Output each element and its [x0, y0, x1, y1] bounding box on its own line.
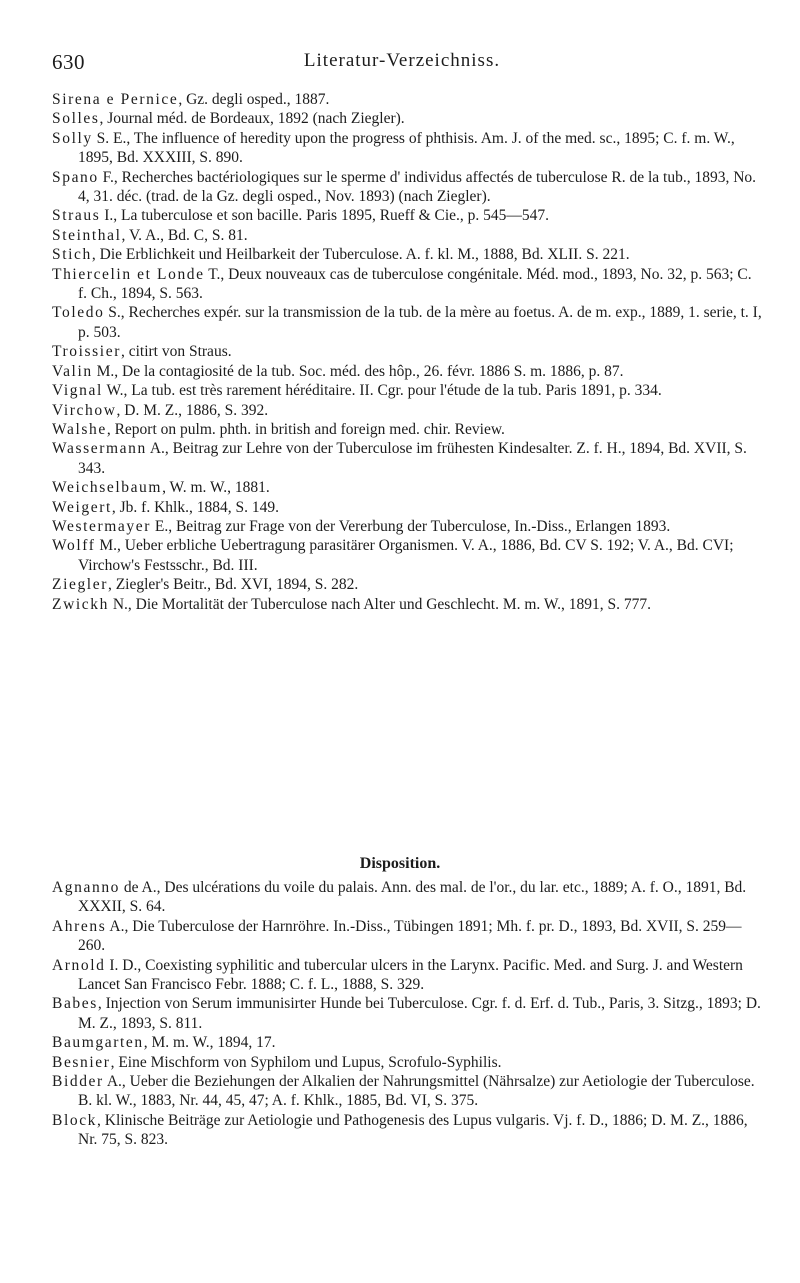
reference-author: Stich — [52, 246, 92, 264]
reference-author: Zwickh — [52, 595, 109, 613]
reference-text: A., Ueber die Beziehungen der Alkalien der Nahrungsmittel (Nährsalze) zur Aetiologie der Tuberculose. B. kl. W., 1883, Nr. 44, 45, 47; A. f. Khlk., 1885, Bd. VI, S. 375. — [78, 1073, 755, 1110]
reference-text: , Journal méd. de Bordeaux, 1892 (nach Ziegler). — [99, 110, 405, 128]
reference-entry — [52, 245, 764, 264]
reference-text: , V. A., Bd. C, S. 81. — [121, 226, 248, 244]
reference-list-disposition — [52, 878, 764, 1150]
reference-author: Troissier — [52, 343, 121, 361]
reference-author: Straus — [52, 207, 101, 225]
reference-author: Weichselbaum — [52, 479, 163, 497]
reference-entry — [52, 917, 764, 956]
reference-entry — [52, 362, 764, 381]
reference-author: Solly — [52, 129, 93, 147]
reference-author: Valin — [52, 362, 93, 380]
reference-text: M., Ueber erbliche Uebertragung parasitärer Organismen. V. A., 1886, Bd. CV S. 192; V. A., Bd. CVI; Virchow's Festsschr., Bd. III. — [78, 537, 734, 574]
reference-text: A., Die Tuberculose der Harnröhre. In.-Diss., Tübingen 1891; Mh. f. pr. D., 1893, Bd. XVII, S. 259—260. — [78, 917, 742, 955]
reference-entry — [52, 536, 764, 575]
reference-text: W., La tub. est très rarement héréditaire. II. Cgr. pour l'étude de la tub. Paris 1891, p. 334. — [102, 382, 662, 400]
reference-author: Bidder — [52, 1073, 104, 1091]
reference-entry — [52, 206, 764, 225]
reference-author: Block — [52, 1111, 98, 1129]
page-header — [52, 50, 752, 78]
reference-author: Steinthal — [52, 226, 122, 244]
reference-author: Sirena e Pernice — [52, 91, 179, 108]
reference-author: Spano — [52, 168, 99, 186]
reference-entry — [52, 1072, 764, 1111]
reference-entry — [52, 401, 764, 420]
reference-entry — [52, 303, 764, 342]
reference-text: F., Recherches bactériologiques sur le sperme d' individus affectés de tuberculose R. de la tub., 1893, No. 4, 31. déc. (trad. de la Gz. degli osped., Nov. 1893) (nach Ziegler). — [78, 168, 757, 206]
reference-text: E., Beitrag zur Frage von der Vererbung der Tuberculose, In.-Diss., Erlangen 1893. — [150, 517, 671, 535]
reference-author: Weigert — [52, 498, 112, 516]
reference-entry — [52, 878, 764, 917]
reference-text: , Injection von Serum immunisirter Hunde bei Tuberculose. Cgr. f. d. Erf. d. Tub., Paris, 3. Sitzg., 1893; D. M. Z., 1893, S. 811. — [78, 995, 761, 1032]
reference-author: Virchow — [52, 401, 117, 419]
reference-text: T., Deux nouveaux cas de tuberculose congénitale. Méd. mod., 1893, No. 32, p. 563; C. f. Ch., 1894, S. 563. — [78, 265, 752, 303]
reference-entry — [52, 90, 764, 109]
reference-text: , Gz. degli osped., 1887. — [178, 91, 330, 108]
reference-entry — [52, 956, 764, 995]
reference-text: , Jb. f. Khlk., 1884, S. 149. — [111, 498, 279, 516]
reference-author: Besnier — [52, 1053, 111, 1071]
reference-entry — [52, 1033, 764, 1052]
reference-text: , W. m. W., 1881. — [162, 479, 270, 497]
reference-text: , D. M. Z., 1886, S. 392. — [116, 401, 269, 419]
reference-text: S. E., The influence of heredity upon the progress of phthisis. Am. J. of the med. sc., 1895; C. f. m. W., 1895, Bd. XXXIII, S. 890. — [78, 129, 735, 167]
reference-entry — [52, 575, 764, 594]
reference-text: , Eine Mischform von Syphilom und Lupus, Scrofulo-Syphilis. — [110, 1053, 502, 1071]
reference-author: Westermayer — [52, 517, 151, 535]
reference-author: Thiercelin et Londe — [52, 265, 205, 283]
reference-author: Solles — [52, 110, 100, 128]
reference-text: N., Die Mortalität der Tuberculose nach Alter und Geschlecht. M. m. W., 1891, S. 777. — [108, 595, 651, 613]
reference-entry — [52, 381, 764, 400]
reference-text: A., Beitrag zur Lehre von der Tuberculose im frühesten Kindesalter. Z. f. H., 1894, Bd. XVII, S. 343. — [78, 440, 747, 477]
reference-author: Ziegler — [52, 576, 108, 594]
reference-text: , Report on pulm. phth. in british and foreign med. chir. Review. — [106, 420, 505, 438]
reference-text: , Ziegler's Beitr., Bd. XVI, 1894, S. 282. — [107, 576, 359, 594]
reference-author: Wassermann — [52, 440, 147, 458]
reference-entry — [52, 109, 764, 128]
reference-author: Toledo — [52, 304, 105, 322]
reference-text: S., Recherches expér. sur la transmission de la tub. de la mère au foetus. A. de m. exp., 1889, 1. serie, t. I, p. 503. — [78, 304, 762, 341]
reference-author: Baumgarten — [52, 1034, 144, 1052]
reference-author: Walshe — [52, 420, 107, 438]
reference-entry — [52, 517, 764, 536]
reference-author: Agnanno — [52, 879, 121, 896]
reference-author: Vignal — [52, 382, 103, 400]
reference-list — [52, 90, 764, 614]
reference-text: M., De la contagiosité de la tub. Soc. méd. des hôp., 26. févr. 1886 S. m. 1886, p. 87. — [92, 362, 624, 380]
reference-entry — [52, 595, 764, 614]
reference-entry — [52, 439, 764, 478]
section-heading: Disposition. — [359, 855, 441, 872]
reference-entry — [52, 168, 764, 207]
reference-entry — [52, 265, 764, 304]
reference-text: , Die Erblichkeit und Heilbarkeit der Tuberculose. A. f. kl. M., 1888, Bd. XLII. S. 221. — [91, 246, 630, 264]
reference-entry — [52, 129, 764, 168]
reference-author: Babes — [52, 995, 98, 1013]
reference-entry — [52, 342, 764, 361]
reference-entry — [52, 226, 764, 245]
reference-entry — [52, 420, 764, 439]
reference-text: , Klinische Beiträge zur Aetiologie und Pathogenesis des Lupus vulgaris. Vj. f. D., 1886; D. M. Z., 1886, Nr. 75, S. 823. — [78, 1111, 748, 1149]
reference-entry — [52, 1111, 764, 1150]
reference-text: I. D., Coexisting syphilitic and tubercular ulcers in the Larynx. Pacific. Med. and Surg. J. and Western Lancet San Francisco Febr. 1888; C. f. L., 1888, S. 329. — [78, 956, 743, 994]
reference-author: Ahrens — [52, 917, 107, 935]
running-title: Literatur-Verzeichniss. — [303, 50, 501, 71]
reference-text: I., La tuberculose et son bacille. Paris 1895, Rueff & Cie., p. 545—547. — [100, 207, 550, 225]
reference-author: Arnold — [52, 956, 106, 974]
reference-entry — [52, 498, 764, 517]
reference-entry — [52, 478, 764, 497]
reference-author: Wolff — [52, 537, 96, 555]
page-number: 630 — [52, 50, 85, 74]
reference-entry — [52, 994, 764, 1033]
reference-text: , citirt von Straus. — [120, 343, 232, 361]
reference-text: de A., Des ulcérations du voile du palais. Ann. des mal. de l'or., du lar. etc., 1889; A. f. O., 1891, Bd. XXXII, S. 64. — [78, 879, 747, 916]
reference-text: , M. m. W., 1894, 17. — [143, 1034, 276, 1052]
reference-entry — [52, 1053, 764, 1072]
